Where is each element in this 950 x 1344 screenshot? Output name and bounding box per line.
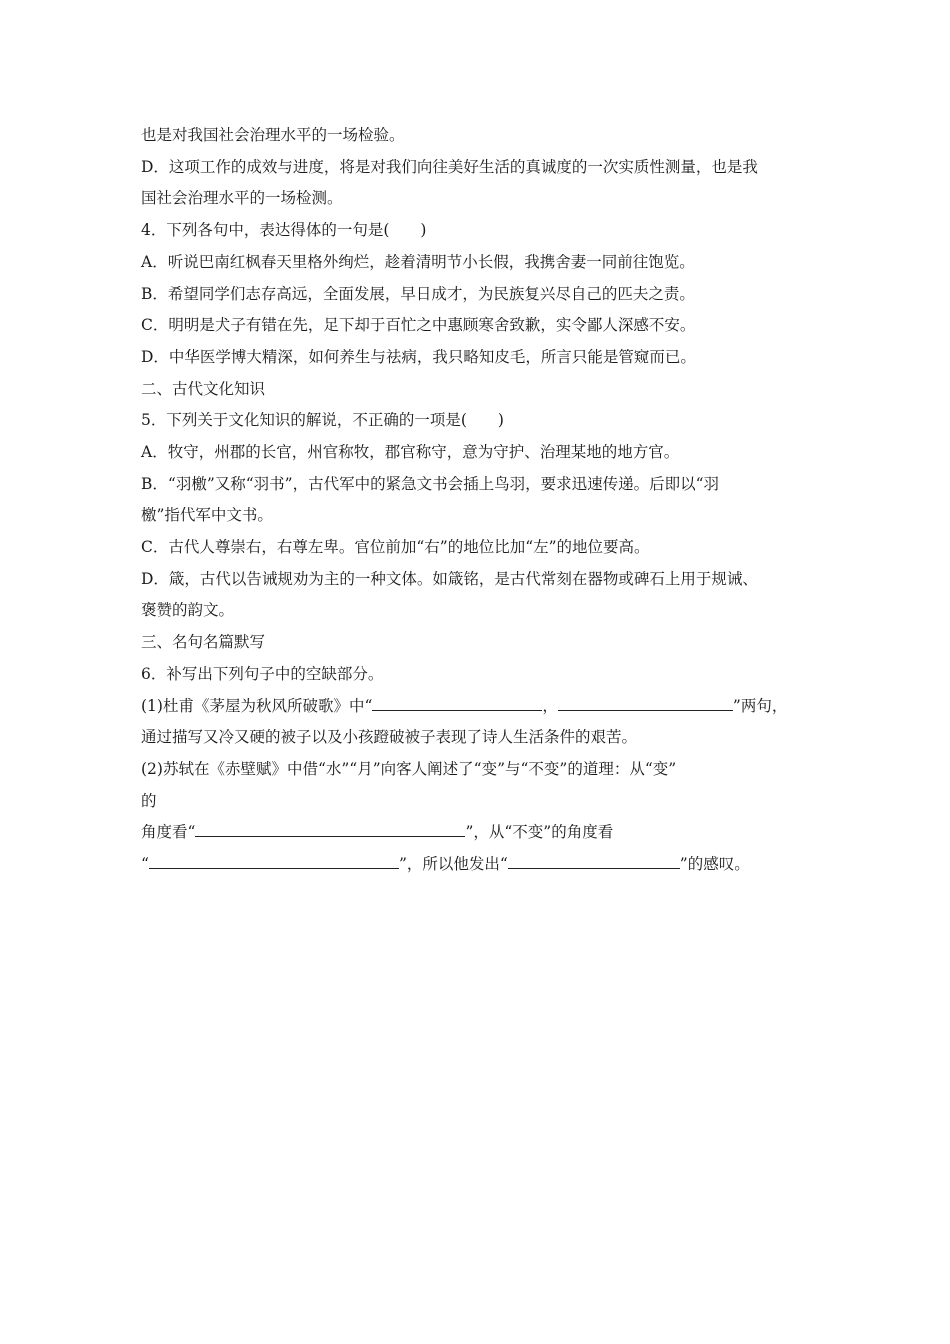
section-heading: 三、名句名篇默写 bbox=[141, 633, 266, 651]
text-segment: (1)杜甫《茅屋为秋风所破歌》中“ bbox=[141, 697, 373, 715]
fill-in-line-3 bbox=[141, 822, 821, 842]
text-segment: ”的感叹。 bbox=[679, 855, 750, 873]
text-segment: ”，从“不变”的角度看 bbox=[465, 823, 614, 841]
answer-blank[interactable] bbox=[508, 854, 680, 869]
option-b: B．“羽檄”又称“羽书”，古代军中的紧急文书会插上鸟羽，要求迅速传递。后即以“羽 bbox=[141, 475, 720, 493]
text-line: 褒赞的韵文。 bbox=[141, 601, 235, 619]
answer-blank[interactable] bbox=[372, 696, 542, 711]
option-d: D．箴，古代以告诫规劝为主的一种文体。如箴铭，是古代常刻在器物或碑石上用于规诫、 bbox=[141, 570, 758, 588]
fill-in-line-4 bbox=[141, 854, 821, 874]
option-d-line: D．这项工作的成效与进度，将是对我们向往美好生活的真诚度的一次实质性测量，也是我 bbox=[141, 158, 758, 176]
option-c: C．古代人尊崇右，右尊左卑。官位前加“右”的地位比加“左”的地位要高。 bbox=[141, 538, 650, 556]
option-a: A．牧守，州郡的长官，州官称牧，郡官称守，意为守护、治理某地的地方官。 bbox=[141, 443, 680, 461]
option-d: D．中华医学博大精深，如何养生与祛病，我只略知皮毛，所言只能是管窥而已。 bbox=[141, 348, 696, 366]
text-segment: ， bbox=[542, 697, 558, 715]
question-5: 5．下列关于文化知识的解说，不正确的一项是( ) bbox=[141, 411, 504, 429]
text-line: 也是对我国社会治理水平的一场检验。 bbox=[141, 126, 405, 144]
text-segment: 角度看“ bbox=[141, 823, 196, 841]
text-segment: ”两句， bbox=[732, 697, 788, 715]
question-4: 4．下列各句中，表达得体的一句是( ) bbox=[141, 221, 427, 239]
text-line: 通过描写又冷又硬的被子以及小孩蹬破被子表现了诗人生活条件的艰苦。 bbox=[141, 728, 638, 746]
section-heading: 二、古代文化知识 bbox=[141, 380, 266, 398]
text-line: 檄”指代军中文书。 bbox=[141, 506, 273, 524]
text-segment: “ bbox=[141, 855, 149, 873]
fill-in-line-2: (2)苏轼在《赤壁赋》中借“水”“月”向客人阐述了“变”与“不变”的道理：从“变” bbox=[141, 760, 677, 778]
text-line: 的 bbox=[141, 792, 157, 810]
fill-in-line-1 bbox=[141, 696, 821, 716]
text-segment: ”，所以他发出“ bbox=[398, 855, 508, 873]
text-line: 国社会治理水平的一场检测。 bbox=[141, 189, 343, 207]
answer-blank[interactable] bbox=[558, 696, 733, 711]
option-b: B．希望同学们志存高远，全面发展，早日成才，为民族复兴尽自己的匹夫之责。 bbox=[141, 285, 695, 303]
question-6: 6．补写出下列句子中的空缺部分。 bbox=[141, 665, 384, 683]
option-a: A．听说巴南红枫春天里格外绚烂，趁着清明节小长假，我携舍妻一同前往饱览。 bbox=[141, 253, 695, 271]
option-c: C．明明是犬子有错在先，足下却于百忙之中惠顾寒舍致歉，实令鄙人深感不安。 bbox=[141, 316, 696, 334]
answer-blank[interactable] bbox=[195, 822, 465, 837]
answer-blank[interactable] bbox=[149, 854, 399, 869]
